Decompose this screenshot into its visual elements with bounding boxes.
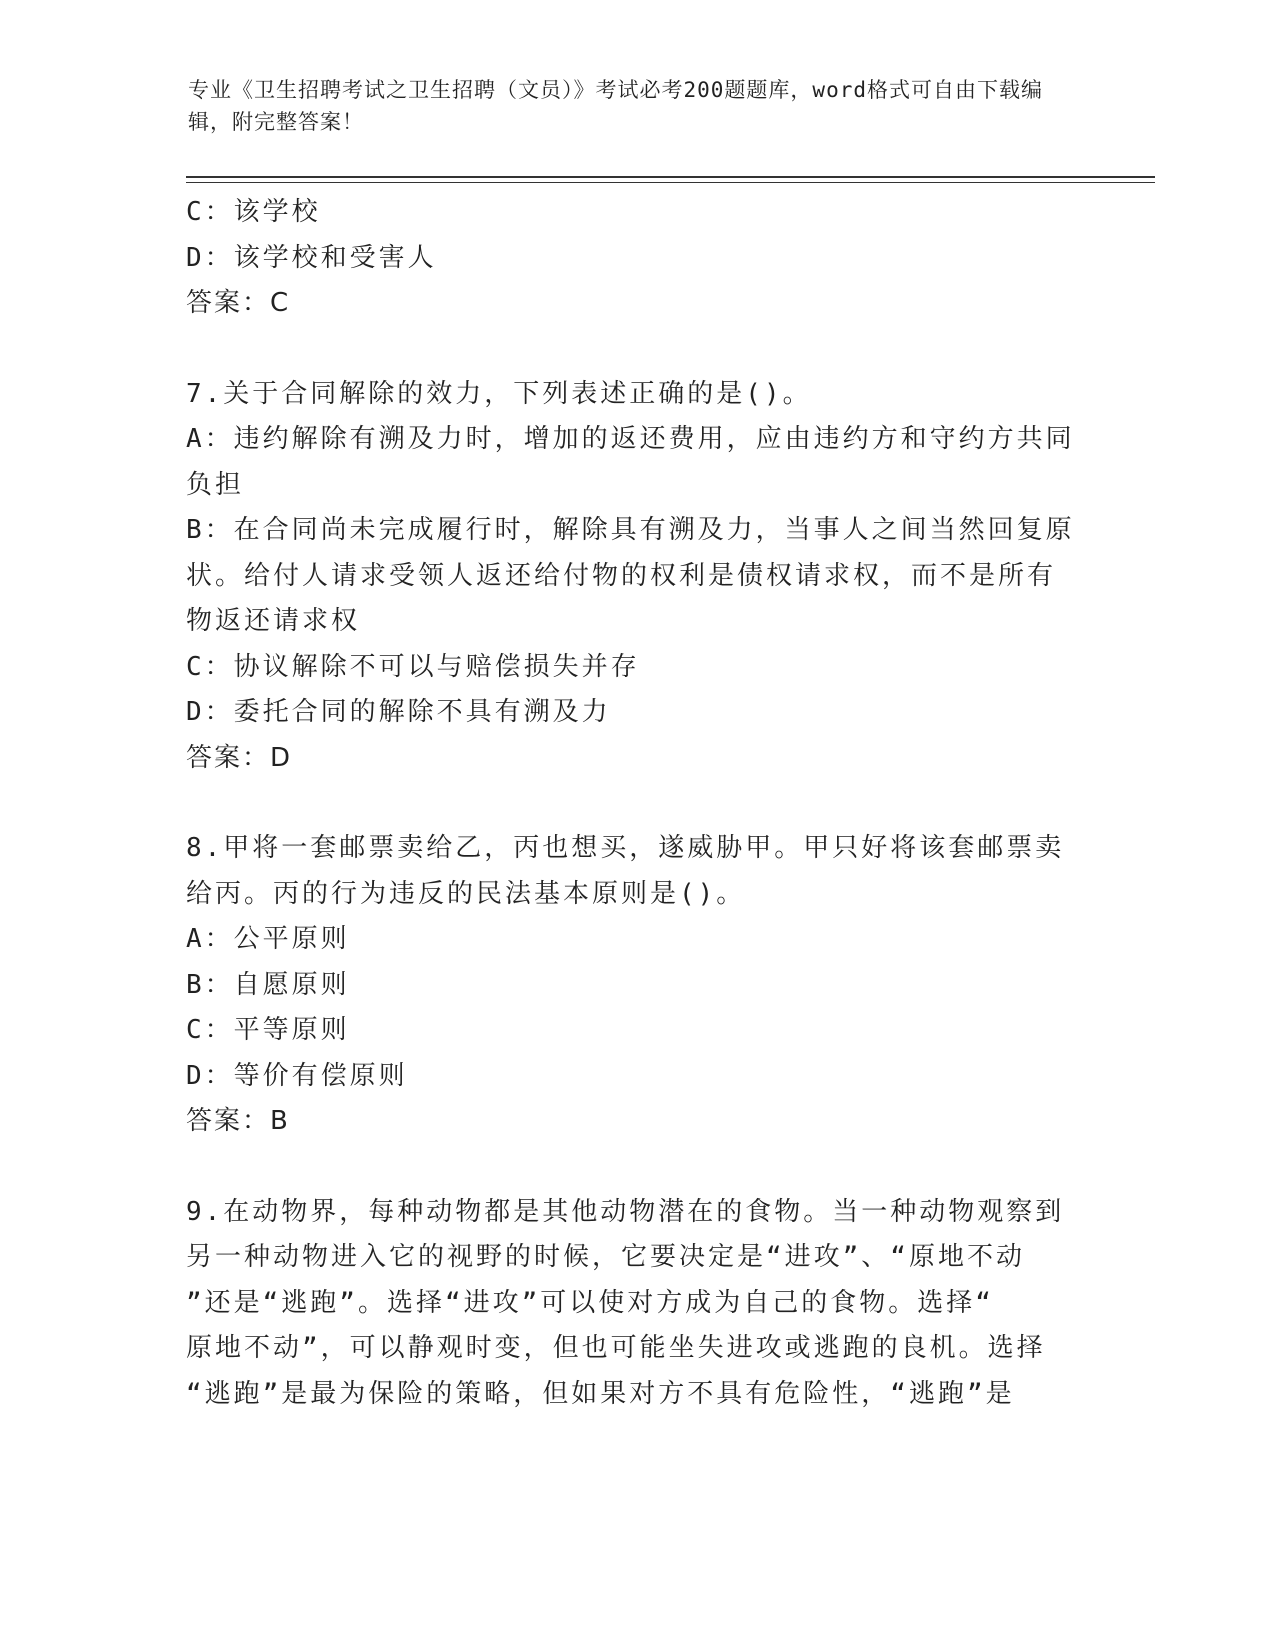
- answer: 答案：B: [186, 1106, 290, 1136]
- option-b-cont: 物返还请求权: [186, 606, 361, 636]
- option-b: B：自愿原则: [186, 969, 350, 1000]
- option-a-cont: 负担: [186, 469, 245, 500]
- option-c: C：协议解除不可以与赔偿损失并存: [186, 651, 640, 682]
- question-text-cont: 给丙。丙的行为违反的民法基本原则是()。: [186, 878, 746, 909]
- question-6-tail: [186, 190, 1076, 327]
- option-a: A：公平原则: [186, 924, 350, 954]
- spacer: [186, 1145, 1076, 1190]
- question-9: [186, 1190, 1076, 1418]
- header-rule-thick: [186, 176, 1155, 178]
- option-d: D：等价有偿原则: [186, 1060, 408, 1091]
- option-d: D：委托合同的解除不具有溯及力: [186, 697, 611, 727]
- question-text-cont: ”还是“逃跑”。选择“进攻”可以使对方成为自己的食物。选择“: [186, 1287, 994, 1318]
- answer: 答案：C: [186, 288, 291, 318]
- question-text: 8.甲将一套邮票卖给乙，丙也想买，遂威胁甲。甲只好将该套邮票卖: [186, 833, 1065, 863]
- document-content: [186, 190, 1076, 1417]
- question-text-cont: 另一种动物进入它的视野的时候，它要决定是“进攻”、“原地不动: [186, 1242, 1025, 1272]
- question-text: 7.关于合同解除的效力，下列表述正确的是()。: [186, 378, 812, 409]
- option-a: A：违约解除有溯及力时，增加的返还费用，应由违约方和守约方共同: [186, 424, 1075, 454]
- option-c: C：该学校: [186, 197, 321, 227]
- answer: 答案：D: [186, 742, 293, 773]
- header-rule-thin: [186, 182, 1155, 183]
- question-text-cont: 原地不动”，可以静观时变，但也可能坐失进攻或逃跑的良机。选择: [186, 1333, 1046, 1363]
- document-header: 专业《卫生招聘考试之卫生招聘（文员）》考试必考200题题库，word格式可自由下载编辑，附完整答案！: [188, 78, 1043, 134]
- option-c: C：平等原则: [186, 1015, 350, 1045]
- option-d: D：该学校和受害人: [186, 242, 437, 273]
- question-text: 9.在动物界，每种动物都是其他动物潜在的食物。当一种动物观察到: [186, 1196, 1065, 1227]
- question-7: [186, 372, 1076, 782]
- spacer: [186, 327, 1076, 372]
- question-text-cont: “逃跑”是最为保险的策略，但如果对方不具有危险性，“逃跑”是: [186, 1378, 1015, 1409]
- option-b-cont: 状。给付人请求受领人返还给付物的权利是债权请求权，而不是所有: [186, 560, 1057, 591]
- option-b: B：在合同尚未完成履行时，解除具有溯及力，当事人之间当然回复原: [186, 515, 1075, 545]
- question-8: [186, 826, 1076, 1145]
- spacer: [186, 781, 1076, 826]
